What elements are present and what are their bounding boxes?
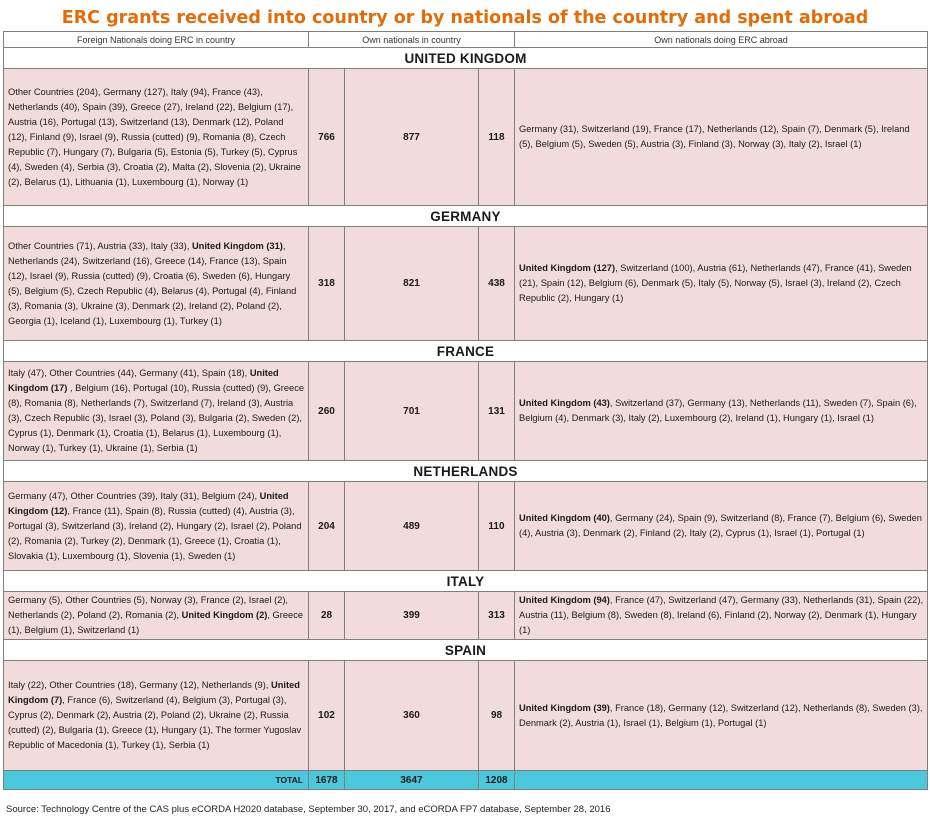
header-row	[4, 32, 928, 48]
table-row	[4, 69, 928, 206]
highlight-uk: United Kingdom (40)	[519, 513, 610, 523]
country-name: UNITED KINGDOM	[4, 48, 928, 69]
foreign-nationals-list: Germany (5), Other Countries (5), Norway (3), France (2), Israel (2), Netherlands (2), Poland (2), Romania (2), United Kingdom (2), Greece (1), Belgium (1), Switzerland (1)	[4, 592, 309, 640]
table-row	[4, 227, 928, 341]
abroad-total: 98	[479, 661, 515, 771]
country-header-row	[4, 341, 928, 362]
foreign-nationals-list: Italy (22), Other Countries (18), Germany (12), Netherlands (9), United Kingdom (7), France (6), Switzerland (4), Belgium (3), Portugal (3), Cyprus (2), Denmark (2), Austria (2), Poland (2), Ukraine (2), Russia (cutted) (2), Bulgaria (1), Greece (1), Hungary (1), The former Yugoslav Republic of Macedonia (1), Turkey (1), Serbia (1)	[4, 661, 309, 771]
header-abroad: Own nationals doing ERC abroad	[515, 32, 928, 48]
abroad-list: United Kingdom (94), France (47), Switzerland (47), Germany (33), Netherlands (31), Spain (22), Austria (11), Belgium (8), Sweden (8), Ireland (6), Finland (2), Norway (2), Denmark (1), Hungary (1)	[515, 592, 928, 640]
foreign-total: 28	[309, 592, 345, 640]
highlight-uk: United Kingdom (127)	[519, 263, 616, 273]
country-header-row	[4, 640, 928, 661]
own-in-country: 821	[345, 227, 479, 341]
country-name: ITALY	[4, 571, 928, 592]
foreign-nationals-list: Other Countries (71), Austria (33), Italy (33), United Kingdom (31), Netherlands (24), Switzerland (16), Greece (14), France (13), Spain (12), Israel (9), Russia (cutted) (9), Croatia (6), Sweden (6), Hungary (5), Belgium (5), Czech Republic (4), Belarus (4), Portugal (4), Finland (3), Romania (3), Ukraine (3), Denmark (2), Ireland (2), Poland (2), Georgia (1), Iceland (1), Luxembourg (1), Turkey (1)	[4, 227, 309, 341]
abroad-total: 313	[479, 592, 515, 640]
total-own: 3647	[345, 771, 479, 790]
own-in-country: 877	[345, 69, 479, 206]
highlight-uk: United Kingdom (43)	[519, 398, 610, 408]
country-name: GERMANY	[4, 206, 928, 227]
source-note: Source: Technology Centre of the CAS plus eCORDA H2020 database, September 30, 2017, and eCORDA FP7 database, September 28, 2016	[6, 804, 611, 815]
country-header-row	[4, 48, 928, 69]
highlight-uk: United Kingdom (94)	[519, 595, 610, 605]
header-own: Own nationals in country	[309, 32, 515, 48]
country-header-row	[4, 206, 928, 227]
highlight-uk: United Kingdom (7)	[8, 680, 300, 705]
country-name: SPAIN	[4, 640, 928, 661]
table-row	[4, 592, 928, 640]
total-label: TOTAL	[4, 771, 309, 790]
table-row	[4, 661, 928, 771]
own-in-country: 360	[345, 661, 479, 771]
abroad-total: 131	[479, 362, 515, 461]
total-empty	[515, 771, 928, 790]
header-foreign: Foreign Nationals doing ERC in country	[4, 32, 309, 48]
foreign-total: 260	[309, 362, 345, 461]
country-header-row	[4, 461, 928, 482]
chart-title: ERC grants received into country or by nationals of the country and spent abroad	[61, 8, 869, 28]
foreign-total: 204	[309, 482, 345, 571]
abroad-list: United Kingdom (39), France (18), Germany (12), Switzerland (12), Netherlands (8), Sweden (3), Denmark (2), Austria (1), Israel (1), Belgium (1), Portugal (1)	[515, 661, 928, 771]
abroad-total: 110	[479, 482, 515, 571]
abroad-list: Germany (31), Switzerland (19), France (17), Netherlands (12), Spain (7), Denmark (5), Ireland (5), Belgium (5), Sweden (5), Austria (3), Finland (3), Norway (3), Italy (2), Israel (1)	[515, 69, 928, 206]
foreign-total: 318	[309, 227, 345, 341]
foreign-total: 102	[309, 661, 345, 771]
country-name: NETHERLANDS	[4, 461, 928, 482]
total-abroad: 1208	[479, 771, 515, 790]
abroad-total: 118	[479, 69, 515, 206]
foreign-nationals-list: Other Countries (204), Germany (127), Italy (94), France (43), Netherlands (40), Spain (39), Greece (27), Ireland (22), Belgium (17), Austria (16), Portugal (13), Switzerland (13), Denmark (12), Poland (12), Finland (9), Israel (9), Russia (cutted) (9), Romania (8), Czech Republic (7), Hungary (7), Bulgaria (5), Estonia (5), Turkey (5), Cyprus (4), Sweden (4), Serbia (3), Croatia (2), Malta (2), Slovenia (2), Ukraine (2), Belarus (1), Lithuania (1), Luxembourg (1), Norway (1)	[4, 69, 309, 206]
foreign-nationals-list: Italy (47), Other Countries (44), Germany (41), Spain (18), United Kingdom (17) , Belgium (16), Portugal (10), Russia (cutted) (9), Greece (8), Romania (8), Netherlands (7), Switzerland (7), Ireland (3), Austria (3), Czech Republic (3), Israel (3), Poland (3), Bulgaria (2), Sweden (2), Cyprus (1), Denmark (1), Croatia (1), Belarus (1), Luxembourg (1), Norway (1), Turkey (1), Ukraine (1), Serbia (1)	[4, 362, 309, 461]
table-body	[4, 48, 928, 790]
foreign-total: 766	[309, 69, 345, 206]
table-row	[4, 362, 928, 461]
abroad-total: 438	[479, 227, 515, 341]
total-foreign: 1678	[309, 771, 345, 790]
erc-grants-table	[3, 31, 928, 790]
country-name: FRANCE	[4, 341, 928, 362]
own-in-country: 701	[345, 362, 479, 461]
highlight-uk: United Kingdom (31)	[191, 240, 283, 251]
highlight-uk: United Kingdom (12)	[8, 490, 289, 516]
highlight-uk: United Kingdom (17)	[8, 368, 279, 393]
own-in-country: 489	[345, 482, 479, 571]
abroad-list: United Kingdom (127), Switzerland (100), Austria (61), Netherlands (47), France (41), Sweden (21), Spain (12), Belgium (6), Denmark (5), Italy (5), Norway (5), Israel (3), Ireland (2), Czech Republic (2), Hungary (1)	[515, 227, 928, 341]
abroad-list: United Kingdom (43), Switzerland (37), Germany (13), Netherlands (11), Sweden (7), Spain (6), Belgium (4), Denmark (3), Italy (2), Luxembourg (2), Ireland (1), Hungary (1), Israel (1)	[515, 362, 928, 461]
table-row	[4, 482, 928, 571]
highlight-uk: United Kingdom (39)	[519, 702, 610, 713]
own-in-country: 399	[345, 592, 479, 640]
foreign-nationals-list: Germany (47), Other Countries (39), Italy (31), Belgium (24), United Kingdom (12), France (11), Spain (8), Russia (cutted) (4), Austria (3), Portugal (3), Switzerland (3), Ireland (2), Hungary (2), Israel (2), Poland (2), Romania (2), Turkey (2), Denmark (1), Greece (1), Croatia (1), Slovakia (1), Luxembourg (1), Slovenia (1), Sweden (1)	[4, 482, 309, 571]
total-row	[4, 771, 928, 790]
abroad-list: United Kingdom (40), Germany (24), Spain (9), Switzerland (8), France (7), Belgium (6), Sweden (4), Austria (3), Denmark (2), Finland (2), Italy (2), Cyprus (1), Israel (1), Portugal (1)	[515, 482, 928, 571]
highlight-uk: United Kingdom (2)	[181, 610, 268, 620]
country-header-row	[4, 571, 928, 592]
